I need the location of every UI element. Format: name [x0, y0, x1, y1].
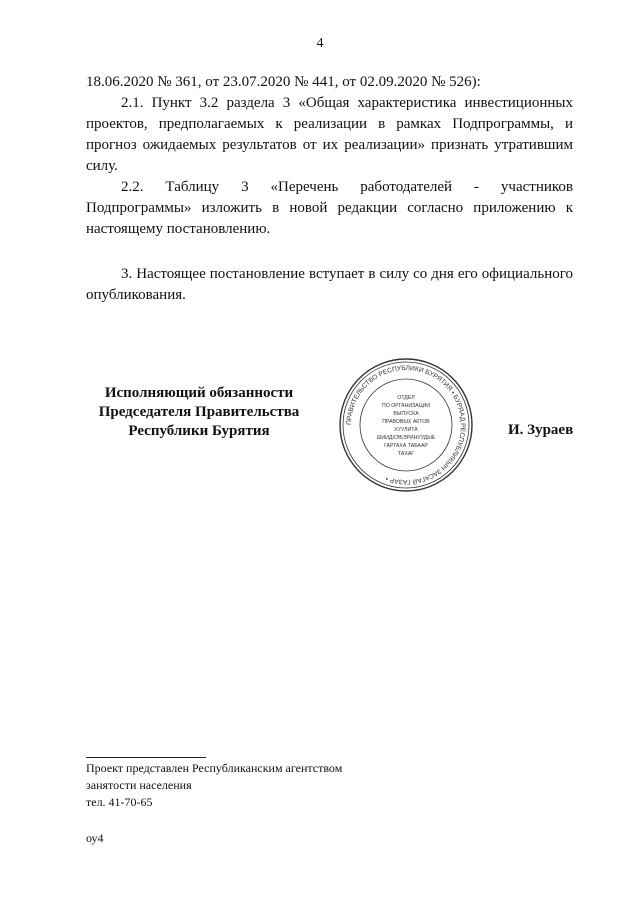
document-code: оу4 [86, 831, 104, 845]
paragraph-2-2: 2.2. Таблицу 3 «Перечень работодателей - участников Подпрограммы» изложить в новой редакции согласно приложению к настоящему постановлению. [86, 179, 573, 237]
footnote-divider [86, 757, 206, 758]
seal-ring-text: ПРАВИТЕЛЬСТВО РЕСПУБЛИКИ БУРЯТИЯ • БУРЯАД РЕСПУБЛИКЫН ЗАСАГАЙ ГАЗАР • [345, 364, 467, 486]
footnote-line-1: Проект представлен Республиканским агентством [86, 761, 343, 775]
seal-center-line: ШИИДХЭБЭРИНУУДЫЕ [376, 435, 436, 441]
footnote-phone: тел. 41-70-65 [86, 795, 153, 809]
footnote [86, 760, 342, 811]
official-seal [337, 356, 475, 494]
svg-text:ПРАВИТЕЛЬСТВО РЕСПУБЛИКИ БУРЯТ [346, 365, 466, 487]
document-body [86, 72, 573, 306]
seal-center-line: ОТДЕЛ [397, 395, 415, 401]
seal-center-line: ПО ОРГАНИЗАЦИИ [382, 403, 430, 409]
seal-center-line: ВЫПУСКА [393, 411, 419, 417]
seal-center-line: ГАРГАХА ТАБААР [384, 443, 428, 449]
seal-center-line: ПРАВОВЫХ АКТОВ [382, 419, 430, 425]
page-number: 4 [316, 36, 324, 51]
paragraph-amendment-list: 18.06.2020 № 361, от 23.07.2020 № 441, от 02.09.2020 № 526): [86, 74, 481, 90]
paragraph-3: 3. Настоящее постановление вступает в силу со дня его официального опубликования. [86, 266, 573, 303]
seal-center-line: ТАХАГ [397, 451, 415, 457]
signatory-name: И. Зураев [508, 422, 574, 438]
paragraph-2-1: 2.1. Пункт 3.2 раздела 3 «Общая характеристика инвестиционных проектов, предполагаемых к реализации в рамках Подпрограммы, и прогноз ожидаемых результатов от их реализации» признать утратившим силу. [86, 95, 573, 174]
signature-title-line-1: Исполняющий обязанности [104, 385, 294, 401]
signature-title-line-2: Председателя Правительства [98, 404, 300, 420]
signature-title [88, 384, 310, 441]
footnote-line-2: занятости населения [86, 778, 192, 792]
seal-center-line: ХУУЛИТА [394, 427, 418, 433]
signature-title-line-3: Республики Бурятия [128, 423, 270, 439]
